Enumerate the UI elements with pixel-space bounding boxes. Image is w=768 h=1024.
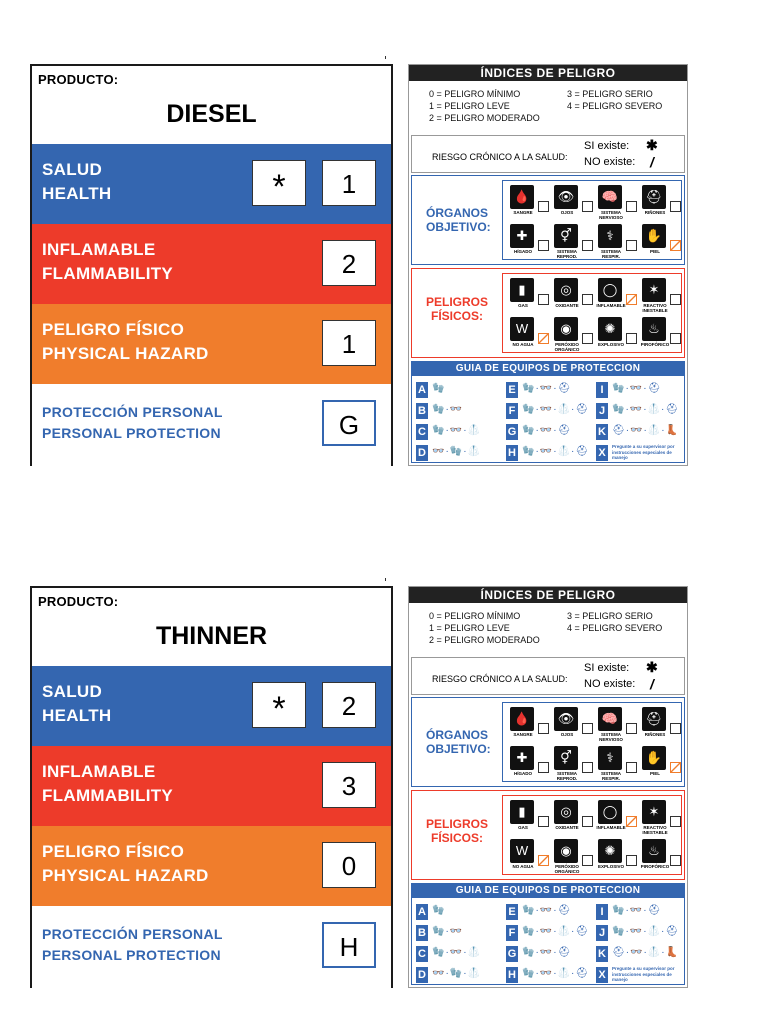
target-organs-item	[595, 744, 639, 782]
health-band	[32, 144, 391, 224]
sheet-title: ÍNDICES DE PELIGRO	[409, 587, 687, 603]
target-organs-caption: RIÑONES	[644, 732, 666, 737]
ppe-special-note: Pregunte a su supervisor por instrucciones especiales de manejo	[612, 444, 675, 460]
product-field-label: PRODUCTO:	[38, 72, 119, 87]
physical-hazards-checkbox[interactable]	[538, 816, 549, 827]
health-band	[32, 666, 391, 746]
gas-cylinder-icon: ▮	[510, 278, 534, 302]
ppe-gear-icons: 👓·🧤·🥼	[432, 968, 482, 979]
target-organs-checkbox[interactable]	[582, 201, 593, 212]
physical-hazard-label-en: PHYSICAL HAZARD	[42, 344, 209, 363]
physical-hazards-label	[426, 817, 488, 845]
physical-hazards-checkbox[interactable]	[538, 333, 549, 344]
ppe-gear-icons: 🧤·👓·⛑	[612, 383, 662, 394]
sheet-title: ÍNDICES DE PELIGRO	[409, 65, 687, 81]
target-organs-item	[507, 183, 551, 221]
chronic-risk-box	[411, 657, 685, 695]
ppe-letter: K	[596, 424, 608, 440]
ppe-guide-item	[596, 443, 686, 463]
target-organs-caption: SANGRE	[513, 732, 533, 737]
physical-hazards-item	[639, 315, 683, 353]
target-organs-caption: OJOS	[560, 210, 574, 215]
target-organs-label	[426, 206, 491, 234]
physical-hazards-caption: GAS	[518, 303, 528, 308]
chronic-yes-label: SI existe:	[584, 140, 630, 152]
chronic-risk-box	[411, 135, 685, 173]
chronic-no-label: NO existe:	[584, 156, 636, 168]
chronic-risk-label: RIESGO CRÓNICO A LA SALUD:	[432, 674, 568, 684]
target-organs-item	[639, 222, 683, 260]
target-organs-checkbox[interactable]	[538, 201, 549, 212]
target-organs-caption: SISTEMA RESPIR.	[600, 771, 621, 781]
physical-hazards-item	[595, 315, 639, 353]
target-organs-label-line-2: OBJETIVO:	[426, 220, 491, 234]
chronic-health-indicator: *	[252, 160, 306, 206]
target-organs-grid	[502, 702, 682, 782]
physical-hazards	[411, 790, 685, 880]
chronic-health-indicator: *	[252, 682, 306, 728]
physical-hazards-item	[551, 276, 595, 314]
target-organs-checkbox[interactable]	[670, 762, 681, 773]
health-label-en: HEALTH	[42, 706, 112, 725]
target-organs-caption: SISTEMA NERVIOSO	[599, 210, 623, 220]
physical-hazards-item	[551, 837, 595, 875]
ppe-letter: E	[506, 382, 518, 398]
blood-icon: 🩸	[510, 707, 534, 731]
physical-hazards-item	[595, 276, 639, 314]
hazard-scale-item: 0 = PELIGRO MÍNIMO	[429, 611, 521, 621]
physical-hazards-caption: GAS	[518, 825, 528, 830]
ppe-letter: H	[506, 445, 518, 461]
protection-code: G	[322, 400, 376, 446]
physical-hazard-rating: 1	[322, 320, 376, 366]
scan-mark	[385, 578, 386, 581]
target-organs-item	[551, 183, 595, 221]
hazard-scale-item: 3 = PELIGRO SERIO	[567, 89, 653, 99]
physical-hazard-rating: 0	[322, 842, 376, 888]
ppe-gear-icons: 🧤·👓·⛑	[612, 905, 662, 916]
physical-hazard-band	[32, 304, 391, 384]
no-water-icon: W	[510, 839, 534, 863]
ppe-gear-icons: 🧤·👓·🥼·⛑	[612, 404, 680, 415]
physical-hazards-caption: OXIDANTE	[555, 303, 579, 308]
target-organs-caption: RIÑONES	[644, 210, 666, 215]
physical-hazards-caption: INFLAMABLE	[596, 825, 626, 830]
health-label-en: HEALTH	[42, 184, 112, 203]
ppe-gear-icons: 🧤·👓·⛑	[522, 425, 572, 436]
target-organs-checkbox[interactable]	[670, 723, 681, 734]
hazard-scale-item: 2 = PELIGRO MODERADO	[429, 113, 540, 123]
ppe-gear-icons: 🧤·👓	[432, 404, 464, 415]
target-organs-checkbox[interactable]	[582, 240, 593, 251]
physical-hazards-checkbox[interactable]	[538, 294, 549, 305]
ppe-letter: E	[506, 904, 518, 920]
ppe-guide-item	[416, 422, 506, 442]
target-organs-caption: HÍGADO	[514, 249, 532, 254]
ppe-letter: I	[596, 382, 608, 398]
target-organs-item	[551, 744, 595, 782]
physical-hazards-caption: PERÓXIDO ORGÁNICO	[554, 342, 580, 352]
hazard-scale-item: 4 = PELIGRO SEVERO	[567, 101, 663, 111]
protection-label-en: PERSONAL PROTECTION	[42, 425, 221, 441]
target-organs-checkbox[interactable]	[538, 723, 549, 734]
unstable-icon: ✶	[642, 800, 666, 824]
lungs-icon: ⚕	[598, 746, 622, 770]
physical-hazards-checkbox[interactable]	[626, 294, 637, 305]
peroxide-icon: ◉	[554, 839, 578, 863]
ppe-letter: X	[596, 967, 608, 983]
product-label	[30, 586, 393, 988]
target-organs-caption: SANGRE	[513, 210, 533, 215]
brain-icon: 🧠	[598, 185, 622, 209]
ppe-gear-icons: 🧤·👓·⛑	[522, 905, 572, 916]
physical-hazards-checkbox[interactable]	[582, 816, 593, 827]
physical-hazards-item	[639, 276, 683, 314]
health-label-es: SALUD	[42, 682, 103, 701]
protection-label-es: PROTECCIÓN PERSONAL	[42, 404, 223, 420]
ppe-letter: F	[506, 925, 518, 941]
physical-hazards-label-line-1: PELIGROS	[426, 817, 489, 831]
ppe-guide-item	[596, 923, 686, 943]
brain-icon: 🧠	[598, 707, 622, 731]
physical-hazards-caption: NO AGUA	[512, 342, 534, 347]
ppe-gear-icons: 🧤·👓·🥼·⛑	[522, 926, 590, 937]
explosive-icon: ✺	[598, 839, 622, 863]
chronic-yes-label: SI existe:	[584, 662, 630, 674]
target-organs-checkbox[interactable]	[582, 723, 593, 734]
ppe-letter: D	[416, 445, 428, 461]
physical-hazards-checkbox[interactable]	[538, 855, 549, 866]
target-organs-item	[595, 222, 639, 260]
physical-hazards-item	[507, 276, 551, 314]
physical-hazards-item	[639, 798, 683, 836]
physical-hazards-checkbox[interactable]	[670, 816, 681, 827]
ppe-gear-icons: 👓·🧤·🥼	[432, 446, 482, 457]
ppe-letter: C	[416, 424, 428, 440]
ppe-guide-item	[506, 443, 596, 463]
ppe-letter: K	[596, 946, 608, 962]
ppe-guide-item	[506, 422, 596, 442]
ppe-guide-item	[416, 401, 506, 421]
ppe-gear-icons: 🧤·👓·🥼·⛑	[522, 968, 590, 979]
ppe-guide-item	[506, 965, 596, 985]
ppe-gear-icons: 🧤	[432, 383, 446, 394]
ppe-letter: C	[416, 946, 428, 962]
physical-hazards-caption: OXIDANTE	[555, 825, 579, 830]
chronic-no-symbol: /	[650, 676, 654, 692]
hazard-scale-item: 0 = PELIGRO MÍNIMO	[429, 89, 521, 99]
physical-hazards-item	[507, 315, 551, 353]
ppe-gear-icons: 🧤	[432, 905, 446, 916]
eye-icon: 👁	[554, 185, 578, 209]
flammability-band	[32, 224, 391, 304]
explosive-icon: ✺	[598, 317, 622, 341]
ppe-guide-item	[416, 380, 506, 400]
kidney-icon: ⛑	[642, 707, 666, 731]
target-organs-item	[595, 183, 639, 221]
ppe-guide-title: GUIA DE EQUIPOS DE PROTECCION	[412, 362, 684, 376]
hazard-scale-item: 4 = PELIGRO SEVERO	[567, 623, 663, 633]
flammable-icon: ◯	[598, 800, 622, 824]
target-organs-checkbox[interactable]	[626, 240, 637, 251]
target-organs-checkbox[interactable]	[670, 201, 681, 212]
target-organs-caption: SISTEMA REPROD.	[556, 249, 578, 259]
target-organs-label-line-1: ÓRGANOS	[426, 728, 489, 742]
physical-hazards-checkbox[interactable]	[670, 294, 681, 305]
product-label	[30, 64, 393, 466]
liver-icon: ✚	[510, 224, 534, 248]
physical-hazards-label-line-2: FÍSICOS:	[431, 831, 484, 845]
target-organs-checkbox[interactable]	[538, 240, 549, 251]
health-rating: 2	[322, 682, 376, 728]
physical-hazards-checkbox[interactable]	[626, 333, 637, 344]
target-organs-caption: SISTEMA NERVIOSO	[599, 732, 623, 742]
ppe-letter: B	[416, 925, 428, 941]
physical-hazards-item	[551, 315, 595, 353]
hazard-scale-item: 2 = PELIGRO MODERADO	[429, 635, 540, 645]
physical-hazards-caption: NO AGUA	[512, 864, 534, 869]
physical-hazards-caption: REACTIVO INESTABLE	[642, 825, 668, 835]
physical-hazards-caption: PERÓXIDO ORGÁNICO	[554, 864, 580, 874]
ppe-gear-icons: 🧤·👓·🥼·⛑	[522, 446, 590, 457]
target-organs-label	[426, 728, 491, 756]
physical-hazard-label-en: PHYSICAL HAZARD	[42, 866, 209, 885]
target-organs-item	[639, 744, 683, 782]
ppe-letter: A	[416, 904, 428, 920]
scan-mark	[385, 56, 386, 59]
target-organs-checkbox[interactable]	[626, 201, 637, 212]
liver-icon: ✚	[510, 746, 534, 770]
oxidizer-icon: ◎	[554, 278, 578, 302]
physical-hazards-checkbox[interactable]	[582, 855, 593, 866]
target-organs-checkbox[interactable]	[626, 723, 637, 734]
hazard-scale-item: 1 = PELIGRO LEVE	[429, 623, 510, 633]
target-organs-grid	[502, 180, 682, 260]
physical-hazards-item	[595, 837, 639, 875]
ppe-gear-icons: ⛑·👓·🥼·👢	[612, 947, 680, 958]
peroxide-icon: ◉	[554, 317, 578, 341]
physical-hazards-item	[507, 837, 551, 875]
oxidizer-icon: ◎	[554, 800, 578, 824]
ppe-guide-item	[416, 923, 506, 943]
physical-hazards-item	[595, 798, 639, 836]
target-organs-checkbox[interactable]	[626, 762, 637, 773]
ppe-gear-icons: 🧤·👓·🥼	[432, 947, 482, 958]
target-organs-item	[551, 222, 595, 260]
ppe-letter: G	[507, 426, 517, 438]
ppe-letter: I	[596, 904, 608, 920]
product-name: DIESEL	[166, 100, 257, 128]
physical-hazards-checkbox[interactable]	[582, 333, 593, 344]
ppe-gear-icons: ⛑·👓·🥼·👢	[612, 425, 680, 436]
physical-hazards-grid	[502, 795, 682, 875]
physical-hazards-caption: EXPLOSIVO	[597, 342, 624, 347]
health-label-es: SALUD	[42, 160, 103, 179]
protection-code: H	[322, 922, 376, 968]
ppe-letter: J	[596, 403, 608, 419]
ppe-guide-title: GUIA DE EQUIPOS DE PROTECCION	[412, 884, 684, 898]
target-organs-item	[595, 705, 639, 743]
target-organs	[411, 175, 685, 265]
health-rating: 1	[322, 160, 376, 206]
kidney-icon: ⛑	[642, 185, 666, 209]
product-field-label: PRODUCTO:	[38, 594, 119, 609]
ppe-guide-item	[416, 443, 506, 463]
product-name: THINNER	[155, 622, 268, 650]
flammability-label-en: FLAMMABILITY	[42, 264, 174, 283]
target-organs-item	[639, 705, 683, 743]
flammable-icon: ◯	[598, 278, 622, 302]
physical-hazards-caption: INFLAMABLE	[596, 303, 626, 308]
hazard-scale-item: 1 = PELIGRO LEVE	[429, 101, 510, 111]
hazard-index-sheet	[408, 586, 688, 988]
target-organs-caption: PIEL	[649, 249, 660, 254]
target-organs-caption: HÍGADO	[514, 771, 532, 776]
target-organs-caption: PIEL	[649, 771, 660, 776]
physical-hazard-label-es: PELIGRO FÍSICO	[42, 842, 185, 861]
protection-label-en: PERSONAL PROTECTION	[42, 947, 221, 963]
target-organs-checkbox[interactable]	[670, 240, 681, 251]
physical-hazard-label-es: PELIGRO FÍSICO	[42, 320, 185, 339]
personal-protection-band	[32, 906, 391, 988]
ppe-letter: J	[596, 925, 608, 941]
physical-hazards-caption: PIROFÓRICO	[640, 864, 670, 869]
ppe-guide-item	[596, 380, 686, 400]
ppe-gear-icons: 🧤·👓·🥼	[432, 425, 482, 436]
target-organs-item	[507, 222, 551, 260]
ppe-guide-item	[506, 401, 596, 421]
ppe-letter: H	[506, 967, 518, 983]
ppe-letter: A	[416, 382, 428, 398]
physical-hazards-checkbox[interactable]	[582, 294, 593, 305]
physical-hazard-band	[32, 826, 391, 906]
ppe-guide	[411, 883, 685, 985]
physical-hazards-checkbox[interactable]	[626, 816, 637, 827]
blood-icon: 🩸	[510, 185, 534, 209]
physical-hazards-label	[426, 295, 488, 323]
physical-hazards-checkbox[interactable]	[670, 333, 681, 344]
ppe-guide-item	[416, 965, 506, 985]
chronic-yes-symbol: ✱	[646, 137, 658, 153]
physical-hazards-item	[551, 798, 595, 836]
ppe-gear-icons: 🧤·👓	[432, 926, 464, 937]
ppe-gear-icons: 🧤·👓·⛑	[522, 947, 572, 958]
ppe-guide-item	[596, 422, 686, 442]
target-organs-caption: SISTEMA RESPIR.	[600, 249, 621, 259]
product-header	[32, 66, 391, 144]
flammability-rating: 2	[322, 240, 376, 286]
flammability-label-es: INFLAMABLE	[42, 240, 156, 259]
flammability-rating: 3	[322, 762, 376, 808]
no-water-icon: W	[510, 317, 534, 341]
ppe-letter: F	[506, 403, 518, 419]
physical-hazards-label-line-1: PELIGROS	[426, 295, 489, 309]
reproductive-icon: ⚥	[554, 746, 578, 770]
physical-hazards-item	[639, 837, 683, 875]
lungs-icon: ⚕	[598, 224, 622, 248]
ppe-letter: B	[416, 403, 428, 419]
ppe-guide-item	[506, 923, 596, 943]
chronic-risk-label: RIESGO CRÓNICO A LA SALUD:	[432, 152, 568, 162]
unstable-icon: ✶	[642, 278, 666, 302]
ppe-special-note: Pregunte a su supervisor por instrucciones especiales de manejo	[612, 966, 675, 982]
chronic-yes-symbol: ✱	[646, 659, 658, 675]
ppe-guide-item	[506, 902, 596, 922]
physical-hazards-item	[507, 798, 551, 836]
eye-icon: 👁	[554, 707, 578, 731]
ppe-gear-icons: 🧤·👓·🥼·⛑	[522, 404, 590, 415]
ppe-guide	[411, 361, 685, 463]
target-organs-label-line-2: OBJETIVO:	[426, 742, 491, 756]
physical-hazards	[411, 268, 685, 358]
target-organs-item	[639, 183, 683, 221]
physical-hazards-caption: REACTIVO INESTABLE	[642, 303, 668, 313]
target-organs-caption: SISTEMA REPROD.	[556, 771, 578, 781]
reproductive-icon: ⚥	[554, 224, 578, 248]
target-organs-item	[551, 705, 595, 743]
physical-hazards-caption: EXPLOSIVO	[597, 864, 624, 869]
gas-cylinder-icon: ▮	[510, 800, 534, 824]
skin-icon: ✋	[642, 746, 666, 770]
target-organs-checkbox[interactable]	[582, 762, 593, 773]
target-organs-label-line-1: ÓRGANOS	[426, 206, 489, 220]
ppe-guide-item	[416, 902, 506, 922]
ppe-letter: D	[416, 967, 428, 983]
skin-icon: ✋	[642, 224, 666, 248]
hazard-index-sheet	[408, 64, 688, 466]
target-organs-item	[507, 744, 551, 782]
product-header	[32, 588, 391, 666]
personal-protection-band	[32, 384, 391, 466]
chronic-no-label: NO existe:	[584, 678, 636, 690]
ppe-guide-item	[596, 401, 686, 421]
physical-hazards-checkbox[interactable]	[626, 855, 637, 866]
target-organs-caption: OJOS	[560, 732, 574, 737]
flammability-band	[32, 746, 391, 826]
ppe-letter: X	[596, 445, 608, 461]
physical-hazards-checkbox[interactable]	[670, 855, 681, 866]
physical-hazards-grid	[502, 273, 682, 353]
ppe-gear-icons: 🧤·👓·🥼·⛑	[612, 926, 680, 937]
ppe-guide-item	[596, 902, 686, 922]
ppe-guide-item	[596, 944, 686, 964]
ppe-guide-item	[506, 380, 596, 400]
flammability-label-es: INFLAMABLE	[42, 762, 156, 781]
physical-hazards-caption: PIROFÓRICO	[640, 342, 670, 347]
protection-label-es: PROTECCIÓN PERSONAL	[42, 926, 223, 942]
ppe-guide-item	[416, 944, 506, 964]
hazard-scale-item: 3 = PELIGRO SERIO	[567, 611, 653, 621]
ppe-guide-item	[506, 944, 596, 964]
pyrophoric-icon: ♨	[642, 317, 666, 341]
target-organs	[411, 697, 685, 787]
flammability-label-en: FLAMMABILITY	[42, 786, 174, 805]
ppe-guide-item	[596, 965, 686, 985]
pyrophoric-icon: ♨	[642, 839, 666, 863]
ppe-gear-icons: 🧤·👓·⛑	[522, 383, 572, 394]
target-organs-item	[507, 705, 551, 743]
chronic-no-symbol: /	[650, 154, 654, 170]
physical-hazards-label-line-2: FÍSICOS:	[431, 309, 484, 323]
ppe-letter: G	[507, 948, 517, 960]
target-organs-checkbox[interactable]	[538, 762, 549, 773]
